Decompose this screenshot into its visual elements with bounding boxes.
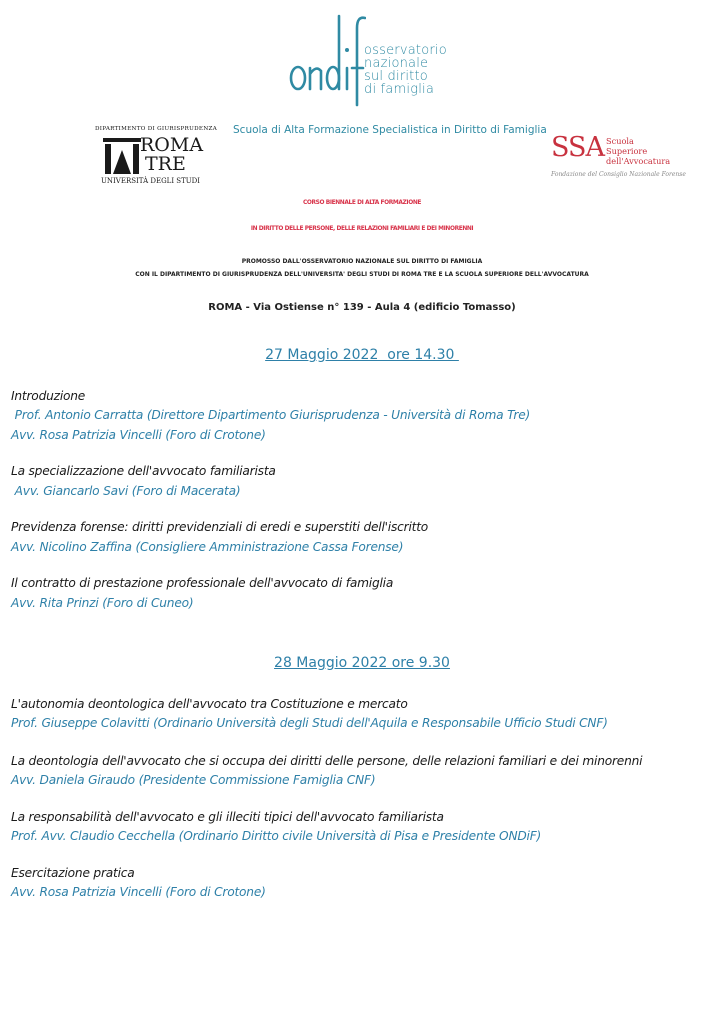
ondif-line: nazionale [364,56,429,71]
session-topic: Il contratto di prestazione professionale dell'avvocato di famiglia [11,576,394,590]
romatre-emblem-icon [103,138,141,174]
ondif-mark-icon [286,8,366,108]
ssa-logo [551,132,686,184]
course-title-line2: IN DIRITTO DELLE PERSONE, DELLE RELAZIONI FAMILIARI E DEI MINORENNI [250,226,474,232]
session-topic: Esercitazione pratica [11,866,135,880]
romatre-tre: TRE [145,153,186,175]
ondif-logo [286,8,447,108]
day1-date: 27 Maggio 2022 ore 14.30 [265,347,459,363]
day2-date: 28 Maggio 2022 ore 9.30 [274,655,450,671]
ssa-name [606,136,670,166]
session-topic: L'autonomia deontologica dell'avvocato tra Costituzione e mercato [11,697,408,711]
ondif-line: di famiglia [364,82,435,97]
promo-line2: CON IL DIPARTIMENTO DI GIURISPRUDENZA DELL'UNIVERSITA' DEGLI STUDI DI ROMA TRE E LA SCUOLA SUPERIORE DELL'AVVOCATURA [135,271,589,278]
session-topic: La specializzazione dell'avvocato familiarista [11,464,276,478]
session-speaker: Prof. Antonio Carratta (Direttore Dipartimento Giurisprudenza - Università di Roma Tre) [11,408,531,422]
promo-line1: PROMOSSO DALL'OSSERVATORIO NAZIONALE SUL DIRITTO DI FAMIGLIA [241,258,483,265]
ssa-line: dell'Avvocatura [606,156,671,166]
session-speaker: Avv. Rosa Patrizia Vincelli (Foro di Crotone) [11,885,266,899]
ondif-wordmark [364,44,447,96]
romatre-department: DIPARTIMENTO DI GIURISPRUDENZA [95,126,218,132]
ssa-foundation: Fondazione del Consiglio Nazionale Forense [551,171,686,178]
session-speaker: Avv. Daniela Giraudo (Presidente Commissione Famiglia CNF) [11,773,376,787]
course-title-line1: CORSO BIENNALE DI ALTA FORMAZIONE [303,200,421,206]
session-speaker: Avv. Rita Prinzi (Foro di Cuneo) [11,596,194,610]
ssa-line: Superiore [606,146,648,156]
session-speaker: Prof. Giuseppe Colavitti (Ordinario Università degli Studi dell'Aquila e Responsabile Ufficio Studi CNF) [11,716,608,730]
session-topic: La responsabilità dell'avvocato e gli illeciti tipici dell'avvocato familiarista [11,810,444,824]
romatre-logo [95,126,218,190]
session-topic: Introduzione [11,389,86,403]
session-speaker: Avv. Nicolino Zaffina (Consigliere Amministrazione Cassa Forense) [11,540,404,554]
session-topic: La deontologia dell'avvocato che si occupa dei diritti delle persone, delle relazioni familiari e dei minorenni [11,754,643,768]
session-topic: Previdenza forense: diritti previdenziali di eredi e superstiti dell'iscritto [11,520,429,534]
session-speaker: Avv. Rosa Patrizia Vincelli (Foro di Crotone) [11,428,266,442]
ondif-line: osservatorio [364,43,447,58]
romatre-university: UNIVERSITÀ DEGLI STUDI [101,177,201,185]
ssa-mark: SSA [551,132,605,163]
venue: ROMA - Via Ostiense n° 139 - Aula 4 (edificio Tomasso) [208,302,516,313]
session-speaker: Prof. Avv. Claudio Cecchella (Ordinario Diritto civile Università di Pisa e Presidente ONDiF) [11,829,542,843]
ondif-line: sul diritto [364,69,428,84]
school-subtitle: Scuola di Alta Formazione Specialistica in Diritto di Famiglia [233,124,547,136]
session-speaker: Avv. Giancarlo Savi (Foro di Macerata) [11,484,241,498]
romatre-roma: ROMA [140,134,204,156]
ssa-line: Scuola [606,136,634,146]
